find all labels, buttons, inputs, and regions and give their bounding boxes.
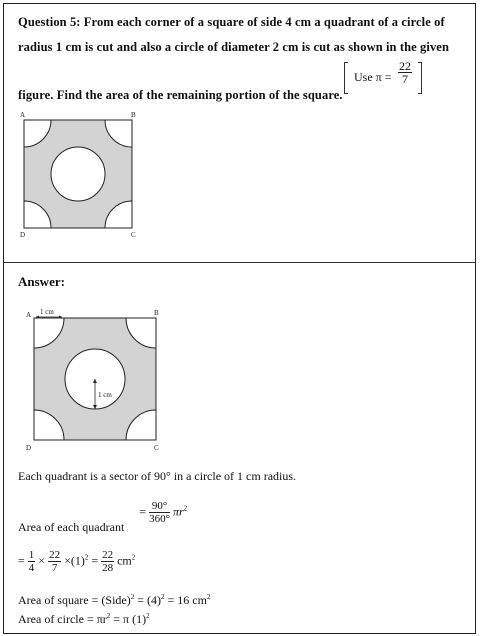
- fraction-pi: [48, 549, 61, 574]
- vertex-b: B: [131, 111, 136, 119]
- exponent: 2: [84, 553, 89, 562]
- equals-sign: =: [139, 504, 147, 519]
- square-area-result: = 16 cm: [164, 593, 207, 607]
- pi-numerator: 22: [399, 59, 411, 73]
- right-bracket: [418, 62, 422, 94]
- numerator: 22: [102, 549, 114, 561]
- circle-area-text: Area of circle = πr: [18, 612, 107, 626]
- quadrant-area-line: [18, 500, 188, 535]
- question-figure: [14, 110, 144, 240]
- square-area-text: Area of square = (Side): [18, 593, 131, 607]
- exponent: 2: [183, 504, 188, 513]
- vertex-a: A: [26, 311, 32, 319]
- document-page: [3, 3, 476, 634]
- quadrant-area-formula: [139, 500, 187, 525]
- section-divider: [4, 262, 475, 263]
- times-sign: ×: [38, 553, 46, 568]
- vertex-c: C: [154, 444, 159, 452]
- angle-fraction: [149, 500, 170, 525]
- vertex-a: A: [20, 111, 26, 119]
- denominator: 4: [28, 562, 35, 574]
- question-figure-svg: [14, 110, 144, 240]
- circle-area-result: = π (1): [110, 612, 147, 626]
- vertex-d: D: [26, 444, 32, 452]
- fraction-result: [101, 549, 114, 574]
- exponent: 2: [131, 553, 136, 562]
- unit: cm: [117, 553, 132, 568]
- corner-radius-label: 1 cm: [40, 308, 54, 316]
- exponent: 2: [130, 593, 135, 601]
- pi-denominator: 7: [402, 72, 408, 86]
- pi-fraction: [398, 60, 412, 86]
- equals-sign: =: [18, 553, 25, 568]
- question-line-3: figure. Find the area of the remaining portion of the square.: [18, 88, 343, 102]
- fraction-one-quarter: [28, 549, 36, 574]
- denominator: 7: [51, 562, 58, 574]
- pi-hint-prefix: Use π =: [354, 70, 392, 84]
- square-area-mid: = (4): [134, 593, 161, 607]
- answer-figure: [12, 304, 172, 454]
- angle-numerator: 90°: [149, 500, 170, 513]
- question-line-2: radius 1 cm is cut and also a circle of diameter 2 cm is cut as shown in the given: [18, 40, 449, 54]
- equals-sign: =: [91, 553, 99, 568]
- exponent: 2: [206, 593, 211, 601]
- numerator: 22: [49, 549, 61, 561]
- center-circle: [51, 147, 105, 201]
- square-area-line: [18, 593, 210, 608]
- answer-figure-svg: [12, 304, 172, 454]
- vertex-d: D: [20, 231, 26, 239]
- circle-radius-label: 1 cm: [98, 391, 112, 399]
- calculation-line: [18, 549, 135, 574]
- radius-squared: ×(1): [64, 553, 85, 568]
- pi-hint-box: [344, 59, 422, 96]
- question-line-1: Question 5: From each corner of a square of side 4 cm a quadrant of a circle of: [18, 15, 445, 29]
- exponent: 2: [161, 593, 165, 601]
- circle-area-line: [18, 612, 150, 627]
- answer-heading: Answer:: [18, 274, 65, 289]
- left-bracket: [344, 62, 348, 94]
- numerator: 1: [28, 549, 35, 561]
- exponent: 2: [146, 612, 150, 620]
- denominator: 28: [102, 562, 114, 574]
- vertex-c: C: [131, 231, 136, 239]
- vertex-b: B: [154, 309, 159, 317]
- exponent: 2: [106, 612, 111, 620]
- quadrant-area-label: Area of each quadrant: [18, 520, 125, 535]
- quadrant-description: Each quadrant is a sector of 90° in a circle of 1 cm radius.: [18, 469, 297, 483]
- angle-denominator: 360°: [149, 513, 170, 525]
- pi-r: πr: [172, 504, 184, 519]
